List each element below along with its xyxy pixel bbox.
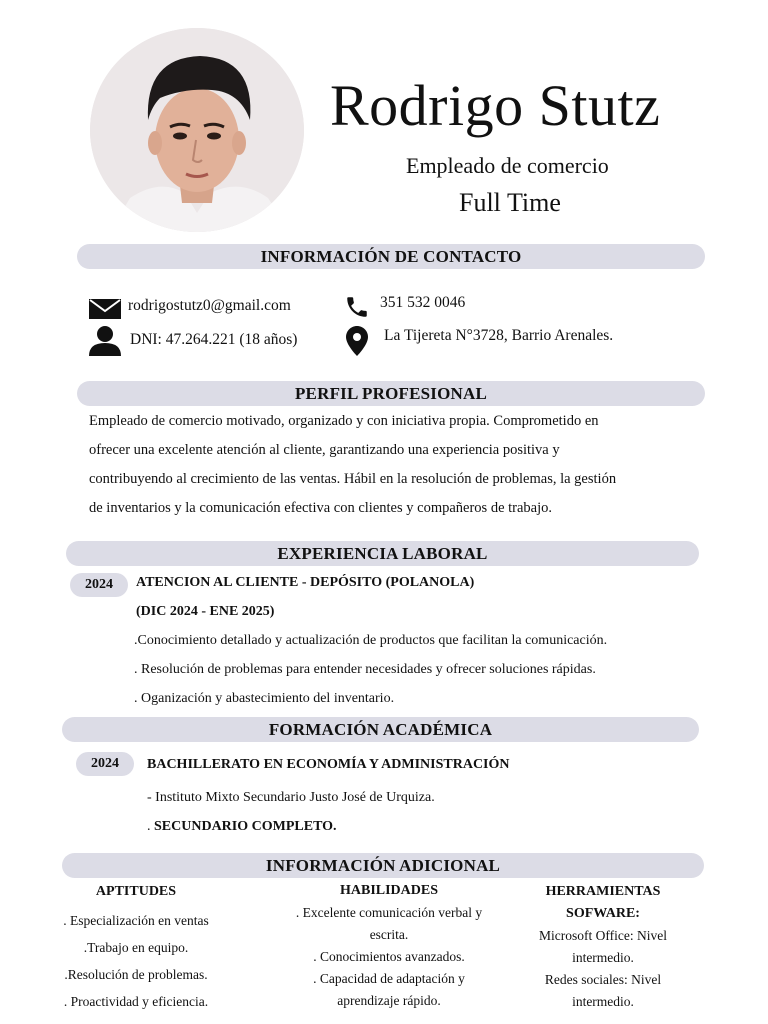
aptitude-item: .Trabajo en equipo. [83,940,189,955]
aptitude-item: .Resolución de problemas. [64,967,208,982]
contact-phone[interactable]: 351 532 0046 [380,294,466,311]
education-status-text: SECUNDARIO COMPLETO. [154,819,337,834]
envelope-icon [89,299,121,319]
experience-period: (DIC 2024 - ENE 2025) [136,604,275,619]
contact-dni: DNI: 47.264.221 (18 años) [130,331,298,348]
profile-line: Empleado de comercio motivado, organizado y con iniciativa propia. Comprometido en [89,413,599,429]
education-status [147,819,337,835]
tools-column [522,881,684,1013]
skill-line: . Conocimientos avanzados. [313,949,465,964]
experience-bullet: .Conocimiento detallado y actualización de productos que facilitan la comunicación. [134,633,608,648]
skill-line: . Capacidad de adaptación y [313,971,465,986]
section-contact-heading: INFORMACIÓN DE CONTACTO [77,244,705,269]
contact-email[interactable]: rodrigostutz0@gmail.com [128,297,291,314]
candidate-name: Rodrigo Stutz [330,73,661,138]
profile-summary [89,407,699,523]
skills-column [268,880,510,1012]
education-year-badge: 2024 [76,752,134,776]
tools-title-continued: SOFWARE: [566,906,640,921]
tool-line: Microsoft Office: Nivel [539,928,667,943]
tools-title: HERRAMIENTAS [545,884,661,899]
phone-icon [344,294,370,320]
aptitudes-column [50,881,222,1015]
tool-line: intermedio. [572,950,634,965]
aptitude-item: . Proactividad y eficiencia. [63,994,209,1009]
profile-line: de inventarios y la comunicación efectiva con clientes y compañeros de trabajo. [89,500,553,516]
education-school: - Instituto Mixto Secundario Justo José de Urquiza. [147,790,435,805]
section-additional-heading: INFORMACIÓN ADICIONAL [62,853,704,878]
section-experience-heading: EXPERIENCIA LABORAL [66,541,699,566]
aptitudes-title: APTITUDES [95,884,177,899]
tool-line: Redes sociales: Nivel [544,972,662,987]
person-icon [89,326,121,356]
education-status-prefix: . [147,819,154,834]
job-role: Empleado de comercio [406,153,609,178]
location-pin-icon [346,326,368,356]
skill-line: aprendizaje rápido. [337,993,441,1008]
skill-line: escrita. [369,927,409,942]
experience-bullet: . Oganización y abastecimiento del inventario. [134,691,395,706]
contact-address: La Tijereta N°3728, Barrio Arenales. [384,327,614,344]
aptitude-item: . Especialización en ventas [63,913,209,928]
tool-line: intermedio. [572,994,634,1009]
profile-photo [90,28,304,232]
profile-line: ofrecer una excelente atención al cliente, garantizando una experiencia positiva y [89,442,560,458]
education-title: BACHILLERATO EN ECONOMÍA Y ADMINISTRACIÓN [147,757,510,772]
experience-year-badge: 2024 [70,573,128,597]
skills-title: HABILIDADES [339,883,439,898]
section-education-heading: FORMACIÓN ACADÉMICA [62,717,699,742]
section-profile-heading: PERFIL PROFESIONAL [77,381,705,406]
experience-bullet: . Resolución de problemas para entender necesidades y ofrecer soluciones rápidas. [134,662,596,677]
skill-line: . Excelente comunicación verbal y [295,905,483,920]
profile-line: contribuyendo al crecimiento de las ventas. Hábil en la resolución de problemas, la gestión [89,471,617,487]
availability: Full Time [459,188,561,217]
experience-title: ATENCION AL CLIENTE - DEPÓSITO (POLANOLA) [136,575,475,590]
